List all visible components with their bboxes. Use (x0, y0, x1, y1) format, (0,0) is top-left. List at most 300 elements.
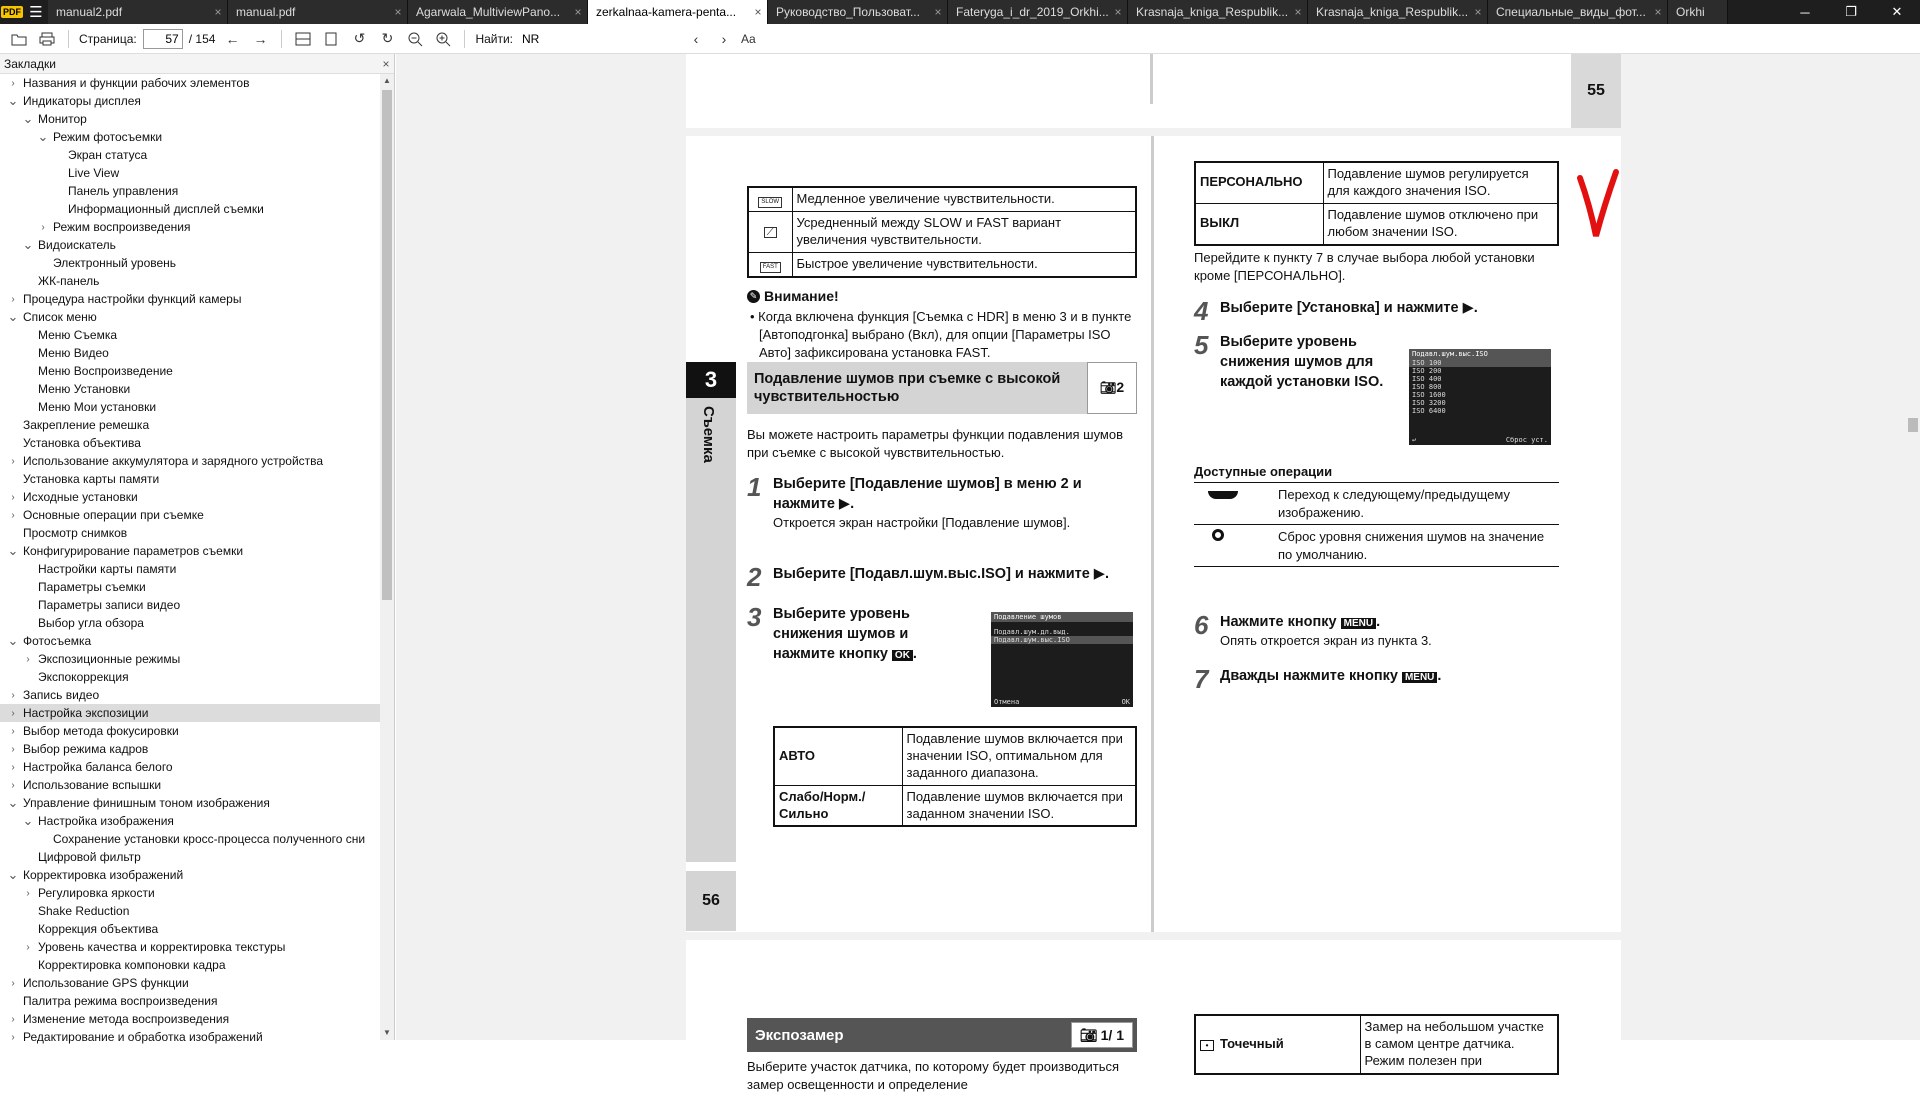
bookmark-item[interactable] (0, 272, 380, 290)
camera-icon: 📷︎ (1079, 1026, 1098, 1043)
tab-close-icon[interactable]: × (214, 5, 222, 19)
tab-8[interactable] (1488, 0, 1668, 24)
zoom-in-icon[interactable] (432, 28, 454, 50)
bookmark-label: Конфигурирование параметров съемки (23, 544, 244, 558)
step-3: 3 Выберите уровень снижения шумов и нажмите кнопку OK . (747, 602, 917, 662)
tab-close-icon[interactable]: × (754, 5, 762, 19)
camera-screen-iso-noise (1409, 349, 1551, 445)
bookmark-label: Установка объектива (23, 436, 141, 450)
slow-icon: SLOW (758, 197, 782, 208)
screen-row: Подавл.шум.выс.ISO (991, 636, 1133, 644)
metering-table-wrap (1194, 1014, 1559, 1075)
step-2 (747, 564, 1137, 590)
bookmark-item[interactable] (0, 650, 380, 668)
caution-icon: ✎ (747, 290, 760, 303)
bookmark-label: Запись видео (23, 688, 100, 702)
chevron-down-icon[interactable]: ⌄ (37, 129, 49, 144)
scrollbar-thumb[interactable] (382, 90, 392, 600)
bookmark-label: Параметры съемки (38, 580, 146, 594)
bookmark-item[interactable] (0, 92, 380, 110)
bookmark-item[interactable] (0, 290, 380, 308)
bookmark-label: Корректировка компоновки кадра (38, 958, 226, 972)
toolbar-separator (281, 30, 282, 48)
column-divider (1150, 54, 1153, 104)
section-intro: Вы можете настроить параметры функции подавления шумов при съемке с высокой чувствительностью. (747, 427, 1123, 461)
bookmark-label: Режим фотосъемки (53, 130, 163, 144)
bookmark-item[interactable] (0, 632, 380, 650)
close-icon[interactable]: × (382, 56, 390, 71)
ops-title: Доступные операции (1194, 464, 1333, 479)
chevron-right-icon[interactable]: › (11, 491, 15, 503)
bookmark-item[interactable] (0, 974, 380, 992)
bookmark-label: Коррекция объектива (38, 922, 159, 936)
bookmark-item[interactable] (0, 812, 380, 830)
tab-6[interactable] (1128, 0, 1308, 24)
tab-close-icon[interactable]: × (394, 5, 402, 19)
sensitivity-table-wrap (747, 186, 1137, 278)
screen-header: Подавл.шум.выс.ISO (1409, 349, 1551, 359)
bookmark-label: Информационный дисплей съемки (68, 202, 264, 216)
bookmark-label: Монитор (38, 112, 87, 126)
bookmark-item[interactable] (0, 596, 380, 614)
section-intro: Выберите участок датчика, по которому будет производиться замер освещенности и определение (747, 1059, 1120, 1093)
step-title: Выберите уровень снижения шумов и нажмите кнопку (773, 606, 910, 662)
screen-row: ISO 400 (1412, 375, 1442, 383)
bookmark-label: Экспозиционные режимы (38, 652, 181, 666)
step-7: 7 Дважды нажмите кнопку MENU . (1194, 664, 1442, 694)
bookmark-label: Меню Установки (38, 382, 131, 396)
bookmark-item[interactable] (0, 542, 380, 560)
bookmark-label: ЖК-панель (38, 274, 100, 288)
chevron-right-icon[interactable]: › (11, 455, 15, 467)
toolbar-separator (68, 30, 69, 48)
caution-title: Внимание! (764, 288, 839, 304)
fit-page-icon[interactable] (320, 28, 342, 50)
bookmark-label: Меню Воспроизведение (38, 364, 173, 378)
bookmark-item[interactable] (0, 722, 380, 740)
step-text: Откроется экран настройки [Подавление шумов]. (773, 515, 1071, 530)
tab-label: Krasnaja_kniga_Respublik... (1136, 5, 1289, 19)
table-row (1195, 1015, 1558, 1074)
bookmark-label: Сохранение установки кросс-процесса полученного сни (53, 832, 366, 846)
scroll-down-icon[interactable]: ▼ (383, 1028, 391, 1037)
find-label: Найти: (475, 31, 514, 46)
toolbar (0, 24, 1920, 54)
chevron-down-icon[interactable]: ⌄ (22, 237, 34, 252)
prev-page-arrow-icon[interactable]: ← (225, 30, 240, 47)
page-57-top (686, 940, 1621, 1093)
caution-text: Когда включена функция [Съемка с HDR] в меню 3 и в пункте [Автоподгонка] выбрано (Вкл), для опции [Параметры ISO Авто] зафиксирована установка FAST. (758, 309, 1132, 361)
bookmark-item[interactable] (0, 380, 380, 398)
bookmark-item[interactable] (0, 830, 380, 848)
bookmark-label: Процедура настройки функций камеры (23, 292, 242, 306)
bookmark-label: Параметры записи видео (38, 598, 181, 612)
bookmark-label: Настройка экспозиции (23, 706, 149, 720)
bookmark-item[interactable] (0, 668, 380, 686)
bookmark-label: Shake Reduction (38, 904, 130, 918)
tab-9[interactable] (1668, 0, 1728, 24)
section-title: Подавление шумов при съемке с высокой чувствительностью (754, 370, 1061, 405)
bookmarks-title: Закладки (4, 56, 56, 71)
tab-label: Специальные_виды_фот... (1496, 5, 1646, 19)
tab-7[interactable] (1308, 0, 1488, 24)
bookmark-item[interactable] (0, 218, 380, 236)
bookmarks-tree (0, 74, 380, 1044)
open-folder-icon[interactable] (8, 28, 30, 50)
table-cell: ВЫКЛ (1195, 203, 1323, 244)
bookmark-item[interactable] (0, 326, 380, 344)
match-case-toggle[interactable]: Aa (741, 31, 756, 46)
bookmark-label: Названия и функции рабочих элементов (23, 76, 250, 90)
chevron-right-icon[interactable]: › (11, 1013, 15, 1025)
table-cell: Усредненный между SLOW и FAST вариант увеличения чувствительности. (792, 212, 1136, 253)
bookmark-item[interactable] (0, 686, 380, 704)
page-total: / 154 (188, 31, 216, 46)
camera-screen-noise-menu (991, 612, 1133, 707)
bookmark-item[interactable] (0, 128, 380, 146)
chevron-right-icon[interactable]: › (11, 707, 15, 719)
table-cell: Медленное увеличение чувствительности. (792, 187, 1136, 212)
table-cell: Подавление шумов включается при значении ISO, оптимальном для заданного диапазона. (902, 727, 1136, 785)
screen-header: Подавление шумов (991, 612, 1133, 622)
step-number: 7 (1194, 664, 1209, 694)
table-cell: АВТО (774, 727, 902, 785)
table-cell: Быстрое увеличение чувствительности. (792, 252, 1136, 277)
tab-3[interactable] (588, 0, 768, 24)
tab-label: zerkalnaa-kamera-penta... (596, 5, 737, 19)
bookmark-item[interactable] (0, 344, 380, 362)
bookmark-item[interactable] (0, 758, 380, 776)
menu-key: MENU (1402, 672, 1437, 683)
table-row (774, 785, 1136, 826)
tab-label: Руководство_Пользоват... (776, 5, 920, 19)
step-title: Выберите [Установка] и нажмите ▶. (1220, 300, 1478, 316)
bookmark-label: Палитра режима воспроизведения (23, 994, 218, 1008)
step-title: Выберите [Подавление шумов] в меню 2 и нажмите ▶. (773, 476, 1082, 512)
chevron-down-icon[interactable]: ⌄ (7, 795, 19, 810)
bookmark-label: Использование вспышки (23, 778, 162, 792)
chevron-down-icon[interactable]: ⌄ (22, 111, 34, 126)
column-divider (1151, 136, 1154, 932)
bookmark-label: Выбор метода фокусировки (23, 724, 179, 738)
tab-2[interactable] (408, 0, 588, 24)
mode-table (773, 726, 1137, 827)
chevron-down-icon[interactable]: ⌄ (7, 543, 19, 558)
tab-close-icon[interactable]: × (934, 5, 942, 19)
tab-close-icon[interactable]: × (574, 5, 582, 19)
bookmark-label: Настройка изображения (38, 814, 174, 828)
step-title: Выберите уровень снижения шумов для каждой установки ISO. (1220, 334, 1384, 390)
caution-block: ✎ Внимание! • Когда включена функция [Съемка с HDR] в меню 3 и в пункте [Автоподгонка] выбрано (Вкл), для опции [Параметры ISO Авто] зафиксирована установка FAST. (747, 288, 1137, 363)
chevron-right-icon[interactable]: › (11, 725, 15, 737)
ops-table (1194, 482, 1559, 567)
tab-label: Krasnaja_kniga_Respublik... (1316, 5, 1469, 19)
step-title: Выберите [Подавл.шум.выс.ISO] и нажмите ▶. (773, 566, 1109, 582)
page-55-bottom (686, 54, 1621, 128)
chevron-right-icon[interactable]: › (11, 1031, 15, 1043)
page-number: 55 (1571, 54, 1621, 128)
bookmark-label: Установка карты памяти (23, 472, 160, 486)
table-cell: Подавление шумов включается при заданном значении ISO. (902, 785, 1136, 826)
chevron-right-icon[interactable]: › (11, 293, 15, 305)
screen-row: Подавл.шум.дл.выд. (994, 628, 1070, 636)
tab-close-icon[interactable]: × (1114, 5, 1122, 19)
bookmark-item[interactable] (0, 938, 380, 956)
bookmark-item[interactable] (0, 992, 380, 1010)
chevron-down-icon[interactable]: ⌄ (7, 93, 19, 108)
step-number: 4 (1194, 296, 1209, 326)
bookmarks-header (0, 54, 394, 74)
bookmark-item[interactable] (0, 560, 380, 578)
bookmarks-panel (0, 54, 395, 1044)
bookmark-item[interactable] (0, 866, 380, 884)
red-checkmark-annotation (1576, 166, 1620, 242)
noise-mode-table (1194, 161, 1559, 246)
table-row (1195, 162, 1558, 203)
chevron-down-icon[interactable]: ⌄ (7, 867, 19, 882)
bookmark-label: Список меню (23, 310, 97, 324)
tab-close-icon[interactable]: × (1474, 5, 1482, 19)
step-4 (1194, 298, 1559, 324)
table-row (748, 187, 1136, 212)
scrollbar-thumb[interactable] (1908, 418, 1918, 432)
step-title: Дважды нажмите кнопку (1220, 668, 1398, 684)
chapter-number: 3 (686, 362, 736, 398)
window-controls (1782, 0, 1920, 24)
screen-row: ISO 100 (1409, 359, 1551, 367)
bookmark-item[interactable] (0, 578, 380, 596)
bookmark-item[interactable] (0, 614, 380, 632)
chevron-right-icon[interactable]: › (26, 887, 30, 899)
bookmark-label: Корректировка изображений (23, 868, 184, 882)
bookmark-item[interactable] (0, 704, 380, 722)
bookmark-item[interactable] (0, 956, 380, 974)
tab-label: Fateryga_i_dr_2019_Orkhi... (956, 5, 1109, 19)
table-cell: Переход к следующему/предыдущему изображению. (1274, 483, 1559, 525)
section-header (747, 362, 1137, 414)
chevron-down-icon[interactable]: ⌄ (7, 309, 19, 324)
table-row (1195, 203, 1558, 244)
bookmark-label: Меню Мои установки (38, 400, 157, 414)
chevron-right-icon[interactable]: › (26, 653, 30, 665)
bookmark-label: Уровень качества и корректировка текстуры (38, 940, 286, 954)
fit-width-icon[interactable] (292, 28, 314, 50)
bookmark-label: Цифровой фильтр (38, 850, 141, 864)
step-number: 5 (1194, 330, 1209, 360)
print-icon[interactable] (36, 28, 58, 50)
table-cell: Подавление шумов отключено при любом значении ISO. (1323, 203, 1558, 244)
bookmark-label: Настройки карты памяти (38, 562, 177, 576)
bookmark-label: Исходные установки (23, 490, 138, 504)
bookmark-label: Регулировка яркости (38, 886, 155, 900)
chevron-down-icon[interactable]: ⌄ (22, 813, 34, 828)
chevron-right-icon[interactable]: › (11, 77, 15, 89)
page-number-input[interactable] (143, 29, 183, 49)
bookmark-item[interactable] (0, 884, 380, 902)
fast-icon: FAST (760, 262, 781, 273)
bookmark-label: Управление финишным тоном изображения (23, 796, 270, 810)
find-input[interactable] (519, 29, 679, 49)
toolbar-separator (464, 30, 465, 48)
screen-footer-right: OK (1121, 698, 1130, 706)
page-number: 56 (686, 871, 736, 931)
restore-icon[interactable]: ❐ (1845, 4, 1857, 19)
bookmark-item[interactable] (0, 776, 380, 794)
tab-label: Orkhi (1676, 5, 1705, 19)
title-tab-bar (0, 0, 1920, 24)
chevron-right-icon[interactable]: › (26, 941, 30, 953)
tab-label: manual2.pdf (56, 5, 123, 19)
bookmark-label: Экспокоррекция (38, 670, 129, 684)
bookmark-item[interactable] (0, 74, 380, 92)
bookmark-item[interactable] (0, 470, 380, 488)
section-ref: 1/ 1 (1100, 1027, 1124, 1043)
bookmark-item[interactable] (0, 452, 380, 470)
right-note: Перейдите к пункту 7 в случае выбора любой установки кроме [ПЕРСОНАЛЬНО]. (1194, 249, 1535, 283)
tab-1[interactable] (228, 0, 408, 24)
rotate-left-icon[interactable]: ↺ (353, 30, 366, 46)
bookmark-label: Меню Съемка (38, 328, 118, 342)
chevron-right-icon[interactable]: › (11, 689, 15, 701)
bookmark-item[interactable] (0, 110, 380, 128)
minimize-icon[interactable]: ─ (1800, 4, 1810, 20)
bookmark-item[interactable] (0, 182, 380, 200)
tab-0[interactable] (48, 0, 228, 24)
find-prev-icon[interactable]: ‹ (693, 30, 699, 47)
document-viewer[interactable] (396, 54, 1920, 1093)
bookmark-item[interactable] (0, 254, 380, 272)
bookmark-item[interactable] (0, 416, 380, 434)
bookmark-item[interactable] (0, 740, 380, 758)
tab-label: Agarwala_MultiviewPano... (416, 5, 561, 19)
section-title: Экспозамер (755, 1026, 844, 1044)
step-number: 2 (747, 562, 762, 592)
tab-close-icon[interactable]: × (1294, 5, 1302, 19)
bookmark-item[interactable] (0, 524, 380, 542)
chevron-right-icon[interactable]: › (11, 761, 15, 773)
spot-metering-icon: • (1200, 1040, 1214, 1051)
bookmark-item[interactable] (0, 308, 380, 326)
step-1 (747, 474, 1137, 532)
bookmark-item[interactable] (0, 1010, 380, 1028)
find-next-icon[interactable]: › (721, 30, 727, 47)
step-number: 1 (747, 472, 762, 502)
bookmark-item[interactable] (0, 164, 380, 182)
metering-table (1194, 1014, 1559, 1075)
screen-row: ISO 6400 (1412, 407, 1446, 415)
app-logo-badge: PDF (3, 7, 21, 17)
right-table-wrap (1194, 161, 1559, 285)
chapter-tab (686, 362, 736, 862)
tab-5[interactable] (948, 0, 1128, 24)
bookmark-item[interactable] (0, 920, 380, 938)
step-number: 6 (1194, 610, 1209, 640)
rotate-right-icon[interactable]: ↻ (381, 30, 394, 46)
chevron-right-icon[interactable]: › (11, 509, 15, 521)
scroll-up-icon[interactable]: ▲ (383, 76, 391, 85)
bookmark-label: Режим воспроизведения (53, 220, 191, 234)
mode-table-wrap (773, 726, 1137, 827)
ops-block (1194, 464, 1559, 567)
bookmark-item[interactable] (0, 506, 380, 524)
bookmark-label: Меню Видео (38, 346, 109, 360)
dial-icon (1208, 491, 1238, 499)
bookmark-item[interactable] (0, 146, 380, 164)
table-cell: Замер на небольшом участке в самом центре датчика. Режим полезен при (1360, 1015, 1558, 1074)
table-row (1194, 483, 1559, 525)
bookmark-label: Панель управления (68, 184, 179, 198)
hamburger-menu-icon[interactable]: ☰ (29, 4, 43, 21)
chevron-right-icon[interactable]: › (11, 743, 15, 755)
bookmark-item[interactable] (0, 794, 380, 812)
tab-close-icon[interactable]: × (1654, 5, 1662, 19)
section-ref: 2 (1116, 379, 1125, 396)
step-title: Нажмите кнопку (1220, 614, 1337, 630)
chevron-right-icon[interactable]: › (41, 221, 45, 233)
step-number: 3 (747, 602, 762, 632)
table-cell: ПЕРСОНАЛЬНО (1195, 162, 1323, 203)
close-window-icon[interactable]: ✕ (1891, 4, 1903, 19)
bookmark-item[interactable] (0, 362, 380, 380)
chevron-right-icon[interactable]: › (11, 977, 15, 989)
bookmark-label: Использование аккумулятора и зарядного устройства (23, 454, 324, 468)
table-row (748, 212, 1136, 253)
chevron-down-icon[interactable]: ⌄ (7, 633, 19, 648)
chevron-right-icon[interactable]: › (11, 779, 15, 791)
bookmark-item[interactable] (0, 434, 380, 452)
page-56 (686, 136, 1621, 932)
table-cell: Сброс уровня снижения шумов на значение по умолчанию. (1274, 525, 1559, 567)
bookmark-label: Использование GPS функции (23, 976, 189, 990)
bookmarks-scrollbar[interactable] (380, 74, 394, 1040)
table-cell: Точечный (1220, 1035, 1284, 1051)
bookmark-item[interactable] (0, 1028, 380, 1046)
bookmark-label: Индикаторы дисплея (23, 94, 141, 108)
bookmark-label: Электронный уровень (53, 256, 177, 270)
bookmark-label: Экран статуса (68, 148, 148, 162)
bookmark-label: Закрепление ремешка (23, 418, 150, 432)
bookmark-item[interactable] (0, 236, 380, 254)
bookmark-label: Live View (68, 166, 120, 180)
tab-4[interactable] (768, 0, 948, 24)
table-row (774, 727, 1136, 785)
back-icon: ↩ (1412, 436, 1417, 444)
bookmark-item[interactable] (0, 848, 380, 866)
sensitivity-table (747, 186, 1137, 278)
next-page-arrow-icon[interactable]: → (253, 30, 268, 47)
bookmark-label: Выбор режима кадров (23, 742, 149, 756)
app-logo (0, 0, 24, 24)
bookmark-label: Настройка баланса белого (23, 760, 173, 774)
tab-label: manual.pdf (236, 5, 296, 19)
table-row (1194, 525, 1559, 567)
bookmark-item[interactable] (0, 902, 380, 920)
screen-row: ISO 3200 (1412, 399, 1446, 407)
screen-row: ISO 200 (1412, 367, 1442, 375)
viewer-scrollbar[interactable] (1906, 54, 1920, 1040)
bookmark-item[interactable] (0, 398, 380, 416)
table-cell: Слабо/Норм./ Сильно (774, 785, 902, 826)
bookmark-item[interactable] (0, 200, 380, 218)
camera-icon: 📷︎ (1099, 379, 1117, 395)
step-6: 6 Нажмите кнопку MENU . Опять откроется экран из пункта 3. (1194, 612, 1559, 650)
ok-key: OK (892, 650, 913, 661)
button-icon (1212, 529, 1224, 541)
bookmark-label: Просмотр снимков (23, 526, 128, 540)
bookmark-item[interactable] (0, 488, 380, 506)
zoom-out-icon[interactable] (404, 28, 426, 50)
step-text: Опять откроется экран из пункта 3. (1220, 633, 1432, 648)
